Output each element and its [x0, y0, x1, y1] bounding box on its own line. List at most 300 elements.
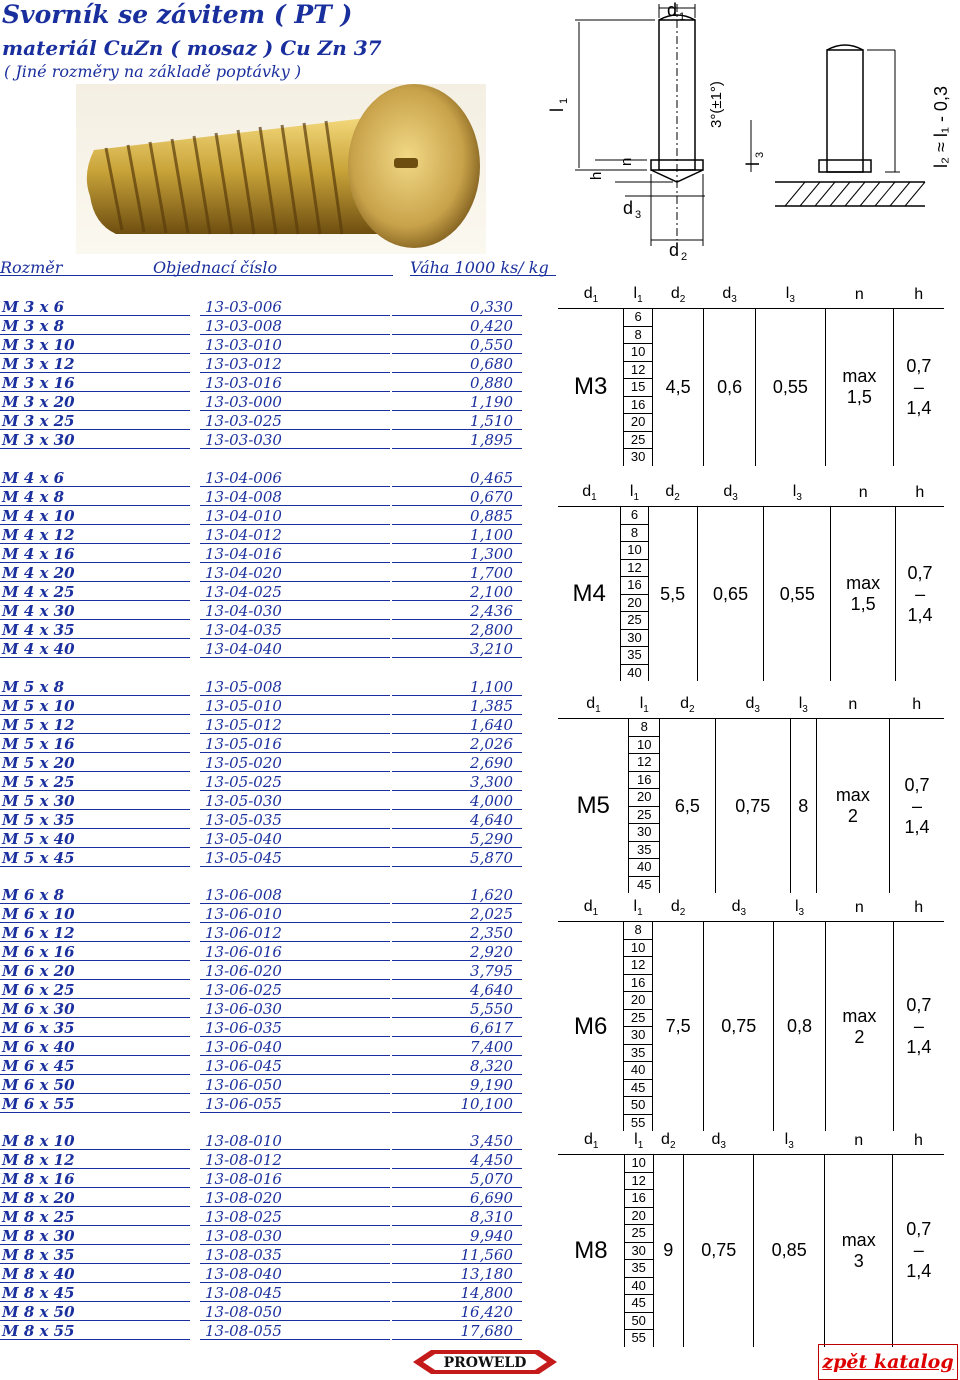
- spec-n: [816, 719, 889, 894]
- underline: [0, 790, 190, 791]
- table-row: [0, 469, 525, 488]
- size-cell: M 8 x 40: [2, 1265, 75, 1283]
- underline: [200, 486, 390, 487]
- table-row: [0, 1303, 525, 1322]
- order-number-cell: 13-05-020: [205, 754, 282, 772]
- weight-cell: 1,385: [470, 697, 513, 715]
- length-value: 35: [621, 647, 647, 665]
- size-cell: M 8 x 50: [2, 1303, 75, 1321]
- spec-d3: 0,75: [684, 1155, 754, 1347]
- underline: [392, 1168, 522, 1169]
- spec-n-line: max: [842, 366, 877, 387]
- weight-cell: 6,690: [470, 1189, 513, 1207]
- spec-header-cell: $d_1$: [558, 692, 629, 719]
- material-subtitle: materiál CuZn ( mosaz ) Cu Zn 37: [2, 36, 382, 60]
- underline: [0, 410, 190, 411]
- size-cell: M 6 x 20: [2, 962, 75, 980]
- underline: [200, 562, 390, 563]
- order-number-cell: 13-04-020: [205, 564, 282, 582]
- weight-cell: 8,310: [470, 1208, 513, 1226]
- length-value: 12: [621, 560, 647, 578]
- table-row: [0, 431, 525, 450]
- weight-cell: 16,420: [460, 1303, 513, 1321]
- spec-n: [831, 507, 896, 682]
- underline: [392, 1017, 522, 1018]
- underline: [392, 733, 522, 734]
- label-angle: 3°(±1°): [708, 81, 725, 128]
- length-value: 10: [624, 940, 651, 958]
- weight-cell: 0,880: [470, 374, 513, 392]
- underline: [200, 790, 390, 791]
- spec-header-cell: n: [825, 282, 893, 309]
- length-value: 12: [624, 362, 651, 380]
- column-order: Objednací číslo: [153, 258, 393, 276]
- table-row: [0, 830, 525, 849]
- spec-n: [825, 309, 893, 466]
- label-n: n: [618, 157, 635, 166]
- underline: [0, 619, 190, 620]
- order-number-cell: 13-03-030: [205, 431, 282, 449]
- underline: [200, 391, 390, 392]
- length-value: 25: [624, 432, 651, 450]
- order-number-cell: 13-05-045: [205, 849, 282, 867]
- label-d1: d: [667, 0, 678, 20]
- length-value: 10: [629, 737, 659, 755]
- spec-header-cell: $l_1$: [624, 282, 652, 309]
- table-row: [0, 583, 525, 602]
- underline: [392, 847, 522, 848]
- spec-header-cell: $d_2$: [652, 282, 704, 309]
- spec-header-cell: $d_3$: [697, 480, 764, 507]
- order-number-cell: 13-06-050: [205, 1076, 282, 1094]
- weight-cell: 2,800: [470, 621, 513, 639]
- order-number-cell: 13-08-045: [205, 1284, 282, 1302]
- underline: [200, 998, 390, 999]
- spec-d3: 0,65: [697, 507, 764, 682]
- underline: [392, 581, 522, 582]
- spec-header-cell: $d_2$: [652, 895, 704, 922]
- length-value: 10: [625, 1155, 653, 1173]
- weight-cell: 5,290: [470, 830, 513, 848]
- weight-cell: 4,450: [470, 1151, 513, 1169]
- spec-d2: 5,5: [648, 507, 697, 682]
- underline: [200, 771, 390, 772]
- length-value: 10: [624, 344, 651, 362]
- order-number-cell: 13-06-020: [205, 962, 282, 980]
- underline: [200, 922, 390, 923]
- order-number-cell: 13-03-016: [205, 374, 282, 392]
- length-value: 45: [624, 1080, 651, 1098]
- underline: [0, 315, 190, 316]
- length-value: 12: [625, 1173, 653, 1191]
- spec-header-cell: $l_1$: [621, 480, 648, 507]
- weight-cell: 2,350: [470, 924, 513, 942]
- spec-table: [558, 692, 944, 893]
- underline: [392, 1093, 522, 1094]
- underline: [200, 941, 390, 942]
- order-number-cell: 13-04-040: [205, 640, 282, 658]
- length-value: 16: [621, 577, 647, 595]
- underline: [0, 847, 190, 848]
- underline: [392, 1339, 522, 1340]
- table-row: [0, 924, 525, 943]
- spec-n-line: 1,5: [850, 594, 876, 614]
- underline: [0, 866, 190, 867]
- size-cell: M 6 x 35: [2, 1019, 75, 1037]
- spec-lengths: [624, 922, 652, 1132]
- table-row: [0, 1000, 525, 1019]
- underline: [200, 505, 390, 506]
- table-row: [0, 811, 525, 830]
- technical-drawing: [547, 0, 960, 263]
- order-number-cell: 13-06-025: [205, 981, 282, 999]
- underline: [392, 1036, 522, 1037]
- underline: [392, 960, 522, 961]
- underline: [200, 429, 390, 430]
- weight-cell: 9,940: [470, 1227, 513, 1245]
- length-value: 8: [621, 525, 647, 543]
- length-value: 6: [621, 507, 647, 525]
- underline: [392, 1263, 522, 1264]
- underline: [392, 410, 522, 411]
- weight-cell: 0,420: [470, 317, 513, 335]
- table-row: [0, 1265, 525, 1284]
- table-row: [0, 1057, 525, 1076]
- underline: [0, 998, 190, 999]
- spec-header-cell: $l_3$: [774, 895, 826, 922]
- underline: [200, 619, 390, 620]
- weight-cell: 1,620: [470, 886, 513, 904]
- table-row: [0, 545, 525, 564]
- underline: [392, 695, 522, 696]
- underline: [200, 752, 390, 753]
- underline: [392, 941, 522, 942]
- length-value: 16: [624, 975, 651, 993]
- weight-cell: 2,436: [470, 602, 513, 620]
- spec-d2: 4,5: [652, 309, 704, 466]
- size-cell: M 8 x 20: [2, 1189, 75, 1207]
- table-row: [0, 849, 525, 868]
- table-row: [0, 1189, 525, 1208]
- order-number-cell: 13-06-040: [205, 1038, 282, 1056]
- weight-cell: 1,640: [470, 716, 513, 734]
- spec-l3: 0,8: [774, 922, 826, 1132]
- table-row: [0, 1095, 525, 1114]
- underline: [200, 543, 390, 544]
- length-value: 55: [630, 1114, 646, 1130]
- spec-header-cell: $d_1$: [558, 282, 624, 309]
- spec-n-line: 1,5: [846, 387, 872, 408]
- length-value: 25: [629, 807, 659, 825]
- underline: [0, 448, 190, 449]
- weight-cell: 2,920: [470, 943, 513, 961]
- spec-h-line: 1,4: [906, 397, 932, 418]
- spec-table: [558, 1128, 944, 1347]
- order-number-cell: 13-08-012: [205, 1151, 282, 1169]
- weight-cell: 4,000: [470, 792, 513, 810]
- underline: [0, 638, 190, 639]
- spec-n: [824, 1155, 893, 1347]
- label-d1-sub: 1: [679, 11, 686, 23]
- table-row: [0, 488, 525, 507]
- label-d2: d: [669, 240, 680, 260]
- table-row: [0, 393, 525, 412]
- spec-h: [896, 507, 944, 682]
- back-to-catalog-link[interactable]: zpět katalog: [818, 1344, 958, 1380]
- spec-l3: 8: [790, 719, 816, 894]
- order-number-cell: 13-04-012: [205, 526, 282, 544]
- underline: [0, 1339, 190, 1340]
- underline: [200, 600, 390, 601]
- underline: [0, 695, 190, 696]
- spec-lengths: [624, 309, 652, 466]
- length-value: 25: [621, 612, 647, 630]
- table-row: [0, 1019, 525, 1038]
- length-value: 16: [629, 772, 659, 790]
- spec-n-line: 2: [854, 1026, 865, 1047]
- length-value: 20: [621, 595, 647, 613]
- underline: [0, 809, 190, 810]
- spec-table: [558, 282, 944, 466]
- weight-cell: 3,795: [470, 962, 513, 980]
- weight-cell: 5,550: [470, 1000, 513, 1018]
- underline: [0, 1263, 190, 1264]
- underline: [392, 1282, 522, 1283]
- spec-h-line: 0,7: [906, 1219, 932, 1240]
- table-row: [0, 886, 525, 905]
- spec-lengths: [629, 719, 660, 894]
- spec-header-cell: h: [896, 480, 944, 507]
- spec-l3: 0,85: [754, 1155, 824, 1347]
- table-row: [0, 355, 525, 374]
- table-row: [0, 526, 525, 545]
- spec-size: M3: [558, 309, 624, 466]
- spec-header-cell: $l_3$: [764, 480, 831, 507]
- weight-cell: 17,680: [460, 1322, 513, 1340]
- spec-header-cell: h: [893, 282, 944, 309]
- underline: [392, 752, 522, 753]
- spec-size: M4: [558, 507, 621, 682]
- order-number-cell: 13-06-030: [205, 1000, 282, 1018]
- underline: [392, 562, 522, 563]
- order-number-cell: 13-08-040: [205, 1265, 282, 1283]
- label-d2-sub: 2: [681, 251, 688, 263]
- underline: [200, 657, 390, 658]
- weight-cell: 0,885: [470, 507, 513, 525]
- spec-header-cell: h: [893, 1128, 944, 1155]
- underline: [0, 334, 190, 335]
- label-l3-sub: 3: [754, 151, 766, 158]
- weight-cell: 0,465: [470, 469, 513, 487]
- table-row: [0, 1076, 525, 1095]
- underline: [392, 809, 522, 810]
- table-row: [0, 507, 525, 526]
- length-value: 25: [625, 1225, 653, 1243]
- underline: [200, 1225, 390, 1226]
- order-number-cell: 13-08-055: [205, 1322, 282, 1340]
- underline: [200, 714, 390, 715]
- size-cell: M 8 x 30: [2, 1227, 75, 1245]
- spec-l3: 0,55: [764, 507, 831, 682]
- underline: [200, 1074, 390, 1075]
- size-cell: M 4 x 16: [2, 545, 75, 563]
- underline: [200, 1320, 390, 1321]
- size-cell: M 5 x 35: [2, 811, 75, 829]
- size-cell: M 4 x 6: [2, 469, 65, 487]
- weight-cell: 1,510: [470, 412, 513, 430]
- underline: [200, 1168, 390, 1169]
- spec-lengths: [624, 1155, 653, 1347]
- availability-note: ( Jiné rozměry na základě poptávky ): [4, 62, 302, 81]
- underline: [392, 315, 522, 316]
- spec-header-cell: $d_1$: [558, 895, 624, 922]
- spec-h: [893, 309, 944, 466]
- table-row: [0, 716, 525, 735]
- weight-cell: 13,180: [460, 1265, 513, 1283]
- order-number-cell: 13-06-010: [205, 905, 282, 923]
- underline: [0, 486, 190, 487]
- order-number-cell: 13-03-008: [205, 317, 282, 335]
- order-number-cell: 13-03-000: [205, 393, 282, 411]
- underline: [0, 1074, 190, 1075]
- underline: [0, 960, 190, 961]
- size-cell: M 3 x 12: [2, 355, 75, 373]
- underline: [392, 1055, 522, 1056]
- underline: [392, 790, 522, 791]
- order-number-cell: 13-04-035: [205, 621, 282, 639]
- underline: [392, 903, 522, 904]
- underline: [392, 391, 522, 392]
- underline: [392, 866, 522, 867]
- label-h: h: [588, 171, 605, 180]
- table-row: [0, 412, 525, 431]
- weight-cell: 2,026: [470, 735, 513, 753]
- size-cell: M 6 x 55: [2, 1095, 75, 1113]
- spec-header-cell: n: [825, 895, 893, 922]
- spec-h-line: –: [913, 1016, 924, 1036]
- underline: [392, 638, 522, 639]
- underline: [0, 714, 190, 715]
- table-row: [0, 621, 525, 640]
- underline: [392, 372, 522, 373]
- spec-d3: 0,6: [704, 309, 756, 466]
- spec-h-line: 1,4: [904, 816, 930, 837]
- weight-cell: 8,320: [470, 1057, 513, 1075]
- table-row: [0, 697, 525, 716]
- underline: [200, 448, 390, 449]
- underline: [200, 1149, 390, 1150]
- length-value: 55: [631, 1330, 646, 1345]
- order-number-cell: 13-08-010: [205, 1132, 282, 1150]
- size-cell: M 5 x 45: [2, 849, 75, 867]
- underline: [392, 486, 522, 487]
- weight-cell: 0,670: [470, 488, 513, 506]
- length-value: 35: [624, 1045, 651, 1063]
- underline: [392, 1225, 522, 1226]
- underline: [392, 922, 522, 923]
- underline: [200, 410, 390, 411]
- spec-d2: 9: [653, 1155, 684, 1347]
- underline: [0, 429, 190, 430]
- size-cell: M 6 x 50: [2, 1076, 75, 1094]
- length-value: 40: [625, 1278, 653, 1296]
- table-row: [0, 1038, 525, 1057]
- size-cell: M 6 x 45: [2, 1057, 75, 1075]
- table-row: [0, 905, 525, 924]
- table-row: [0, 1170, 525, 1189]
- order-number-cell: 13-03-025: [205, 412, 282, 430]
- underline: [200, 372, 390, 373]
- underline: [0, 391, 190, 392]
- length-value: 12: [624, 957, 651, 975]
- size-cell: M 4 x 30: [2, 602, 75, 620]
- underline: [392, 1187, 522, 1188]
- length-value: 30: [625, 1243, 653, 1261]
- length-value: 30: [624, 1027, 651, 1045]
- table-row: [0, 735, 525, 754]
- spec-header-cell: $d_2$: [660, 692, 716, 719]
- label-d3-sub: 3: [635, 209, 642, 221]
- underline: [0, 1225, 190, 1226]
- spec-size: M5: [558, 719, 629, 894]
- length-value: 15: [624, 379, 651, 397]
- size-cell: M 5 x 25: [2, 773, 75, 791]
- underline: [0, 1093, 190, 1094]
- spec-n: [825, 922, 893, 1132]
- underline: [392, 600, 522, 601]
- weight-cell: 10,100: [460, 1095, 513, 1113]
- page-title: Svorník se závitem ( PT ): [2, 0, 353, 29]
- underline: [0, 941, 190, 942]
- spec-header-cell: $l_3$: [754, 1128, 824, 1155]
- size-cell: M 4 x 8: [2, 488, 65, 506]
- length-value: 12: [629, 754, 659, 772]
- underline: [0, 562, 190, 563]
- underline: [392, 1074, 522, 1075]
- underline: [200, 1017, 390, 1018]
- underline: [200, 1282, 390, 1283]
- size-cell: M 3 x 6: [2, 298, 65, 316]
- table-row: [0, 962, 525, 981]
- order-number-cell: 13-05-030: [205, 792, 282, 810]
- weight-cell: 1,100: [470, 526, 513, 544]
- size-cell: M 3 x 30: [2, 431, 75, 449]
- length-value: 20: [624, 992, 651, 1010]
- spec-d2: 7,5: [652, 922, 704, 1132]
- spec-header-cell: $d_1$: [558, 480, 621, 507]
- table-row: [0, 374, 525, 393]
- spec-header-cell: n: [816, 692, 889, 719]
- underline: [200, 1301, 390, 1302]
- table-row: [0, 773, 525, 792]
- spec-h-line: 0,7: [907, 562, 933, 583]
- underline: [200, 828, 390, 829]
- length-value: 8: [624, 922, 651, 940]
- order-number-cell: 13-05-040: [205, 830, 282, 848]
- underline: [0, 1149, 190, 1150]
- size-cell: M 5 x 10: [2, 697, 75, 715]
- stud-photo: [76, 84, 486, 254]
- underline: [200, 315, 390, 316]
- order-number-cell: 13-05-012: [205, 716, 282, 734]
- length-value: 10: [621, 542, 647, 560]
- underline: [0, 372, 190, 373]
- underline: [200, 353, 390, 354]
- spec-table: [558, 895, 944, 1131]
- length-value: 16: [625, 1190, 653, 1208]
- underline: [0, 1036, 190, 1037]
- size-cell: M 6 x 16: [2, 943, 75, 961]
